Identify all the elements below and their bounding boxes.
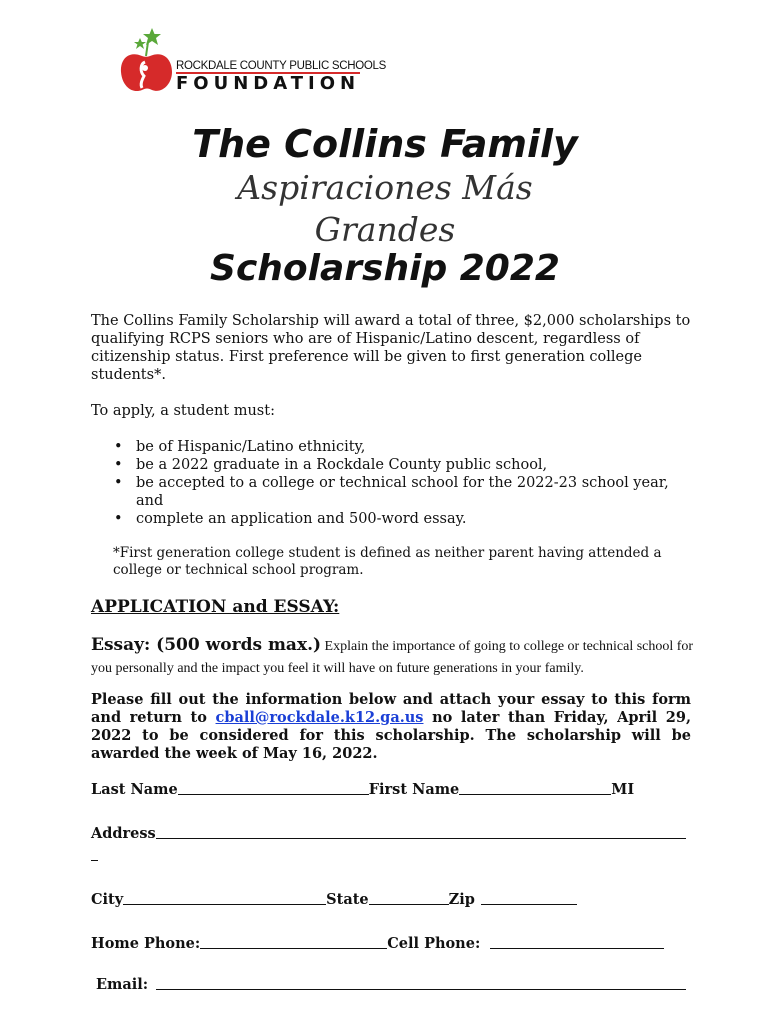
list-item: • complete an application and 500-word essay. [112, 510, 672, 528]
address-field-continued[interactable] [91, 860, 98, 861]
phone-row [91, 934, 664, 952]
email-row [96, 975, 686, 993]
email-field[interactable] [156, 975, 686, 990]
first-name-label: First Name [368, 781, 460, 798]
home-phone-label: Home Phone: [91, 935, 201, 952]
apply-lead: To apply, a student must: [91, 403, 275, 419]
list-item: • be of Hispanic/Latino ethnicity, [112, 438, 672, 456]
title-line3: Grandes [314, 210, 456, 249]
zip-label: Zip [448, 891, 475, 908]
state-label: State [326, 891, 369, 908]
requirements-list [112, 438, 672, 528]
essay-block [91, 634, 711, 680]
city-label: City [91, 891, 124, 908]
application-heading: APPLICATION and ESSAY: [91, 597, 340, 617]
cell-phone-field[interactable] [490, 934, 664, 949]
instructions [91, 691, 691, 763]
essay-prompt: Explain the importance of going to college or technical school for you personally and the impact you feel it will have on future generations in your family. [91, 639, 694, 676]
city-field[interactable] [123, 890, 326, 905]
essay-label: Essay: (500 words max.) [91, 635, 322, 655]
address-label: Address [91, 825, 156, 842]
logo-line1: ROCKDALE COUNTY PUBLIC SCHOOLS [176, 60, 386, 72]
intro-paragraph: The Collins Family Scholarship will award a total of three, $2,000 scholarships to qualifying RCPS seniors who are of Hispanic/Latino descent, regardless of citizenship status. First preference will be given to first generation college students*. [91, 313, 691, 383]
last-name-field[interactable] [178, 780, 369, 795]
city-row [91, 890, 577, 908]
address-row [91, 824, 686, 842]
foundation-logo [118, 28, 386, 98]
contact-email-link[interactable]: cball@rockdale.k12.ga.us [215, 709, 424, 726]
state-field[interactable] [369, 890, 449, 905]
title-line4: Scholarship 2022 [210, 248, 560, 289]
apple-with-stars-icon [118, 28, 178, 98]
mi-label: MI [611, 781, 635, 798]
email-label: Email: [96, 976, 149, 993]
title-line2: Aspiraciones Más [237, 168, 533, 207]
last-name-label: Last Name [91, 781, 178, 798]
instructions-after: no later than Friday, April 29, 2022 to be considered for this scholarship. The scholarship will be awarded the week of May 16, 2022. [91, 709, 691, 762]
list-item: • be a 2022 graduate in a Rockdale County public school, [112, 456, 672, 474]
title-line1: The Collins Family [192, 122, 578, 166]
cell-phone-label: Cell Phone: [387, 935, 481, 952]
address-field[interactable] [156, 824, 686, 839]
footnote: *First generation college student is defined as neither parent having attended a college or technical school program. [113, 545, 662, 578]
logo-line2: FOUNDATION [176, 73, 361, 94]
home-phone-field[interactable] [200, 934, 387, 949]
instructions-before: Please fill out the information below and attach your essay to this form and return to [91, 691, 691, 726]
list-item: • be accepted to a college or technical school for the 2022-23 school year, and [112, 474, 672, 510]
title-subtitle [0, 167, 770, 251]
name-row [91, 780, 634, 798]
first-name-field[interactable] [459, 780, 611, 795]
zip-field[interactable] [481, 890, 577, 905]
